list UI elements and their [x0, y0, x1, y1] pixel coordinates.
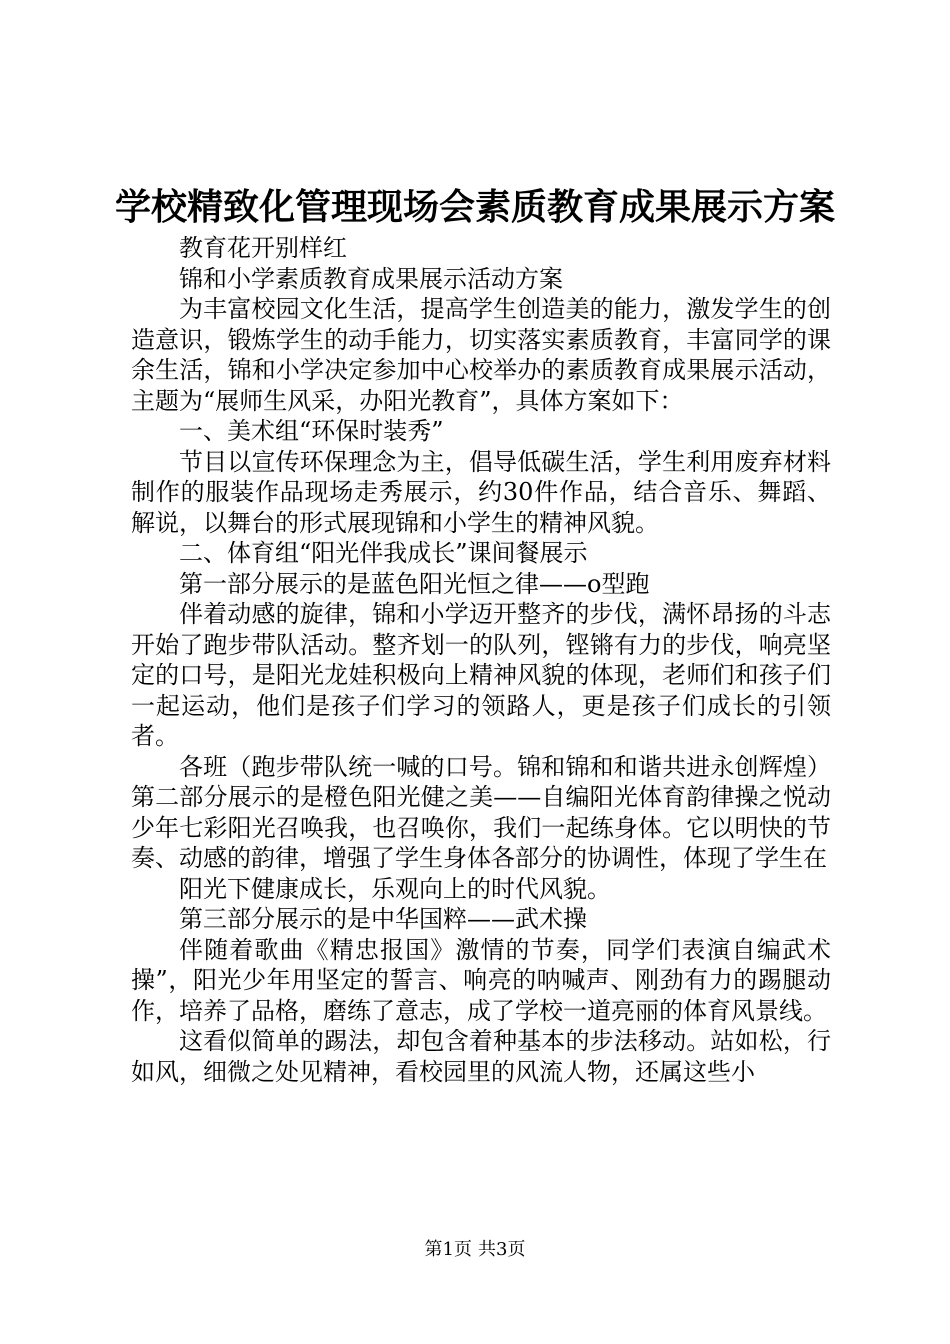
paragraph: 各班（跑步带队统一喊的口号。锦和锦和和谐共进永创辉煌）第二部分展示的是橙色阳光健之美——自编阳光体育韵律操之悦动少年七彩阳光召唤我，也召唤你，我们一起练身体。它以明快的节奏、动感的韵律，增强了学生身体各部分的协调性，体现了学生在 — [131, 752, 831, 872]
section-heading: 一、美术组“环保时装秀” — [179, 417, 444, 445]
paragraph: 第三部分展示的是中华国粹——武术操 — [179, 905, 587, 933]
paragraph: 伴随着歌曲《精忠报国》激情的节奏，同学们表演自编武术操”，阳光少年用坚定的誓言、响亮的呐喊声、刚劲有力的踢腿动作，培养了品格，磨练了意志，成了学校一道亮丽的体育风景线。 — [131, 935, 831, 1025]
paragraph: 伴着动感的旋律，锦和小学迈开整齐的步伐，满怀昂扬的斗志开始了跑步带队活动。整齐划一的队列，铿锵有力的步伐，响亮坚定的口号，是阳光龙娃积极向上精神风貌的体现，老师们和孩子们一起运动，他们是孩子们学习的领路人，更是孩子们成长的引领者。 — [131, 600, 831, 750]
paragraph: 阳光下健康成长，乐观向上的时代风貌。 — [179, 874, 611, 903]
paragraph: 第一部分展示的是蓝色阳光恒之律——o型跑 — [179, 569, 650, 598]
page-number: 第1页 — [424, 1239, 472, 1260]
paragraph: 锦和小学素质教育成果展示活动方案 — [179, 264, 563, 293]
paragraph: 这看似简单的踢法，却包含着种基本的步法移动。站如松，行如风，细微之处见精神，看校园里的风流人物，还属这些小 — [131, 1027, 831, 1086]
page-footer — [0, 1238, 950, 1262]
paragraph: 节目以宣传环保理念为主，倡导低碳生活，学生利用废弃材料制作的服装作品现场走秀展示，约30件作品，结合音乐、舞蹈、解说，以舞台的形式展现锦和小学生的精神风貌。 — [131, 447, 831, 537]
document-title: 学校精致化管理现场会素质教育成果展示方案 — [114, 187, 835, 228]
page-total: 共3页 — [478, 1239, 526, 1260]
paragraph: 教育花开别样红 — [179, 234, 347, 262]
document-body — [131, 233, 831, 1087]
paragraph: 为丰富校园文化生活，提高学生创造美的能力，激发学生的创造意识，锻炼学生的动手能力，切实落实素质教育，丰富同学的课余生活，锦和小学决定参加中心校举办的素质教育成果展示活动，主题为“展师生风采，办阳光教育”，具体方案如下： — [131, 295, 831, 415]
section-heading: 二、体育组“阳光伴我成长”课间餐展示 — [179, 539, 588, 567]
